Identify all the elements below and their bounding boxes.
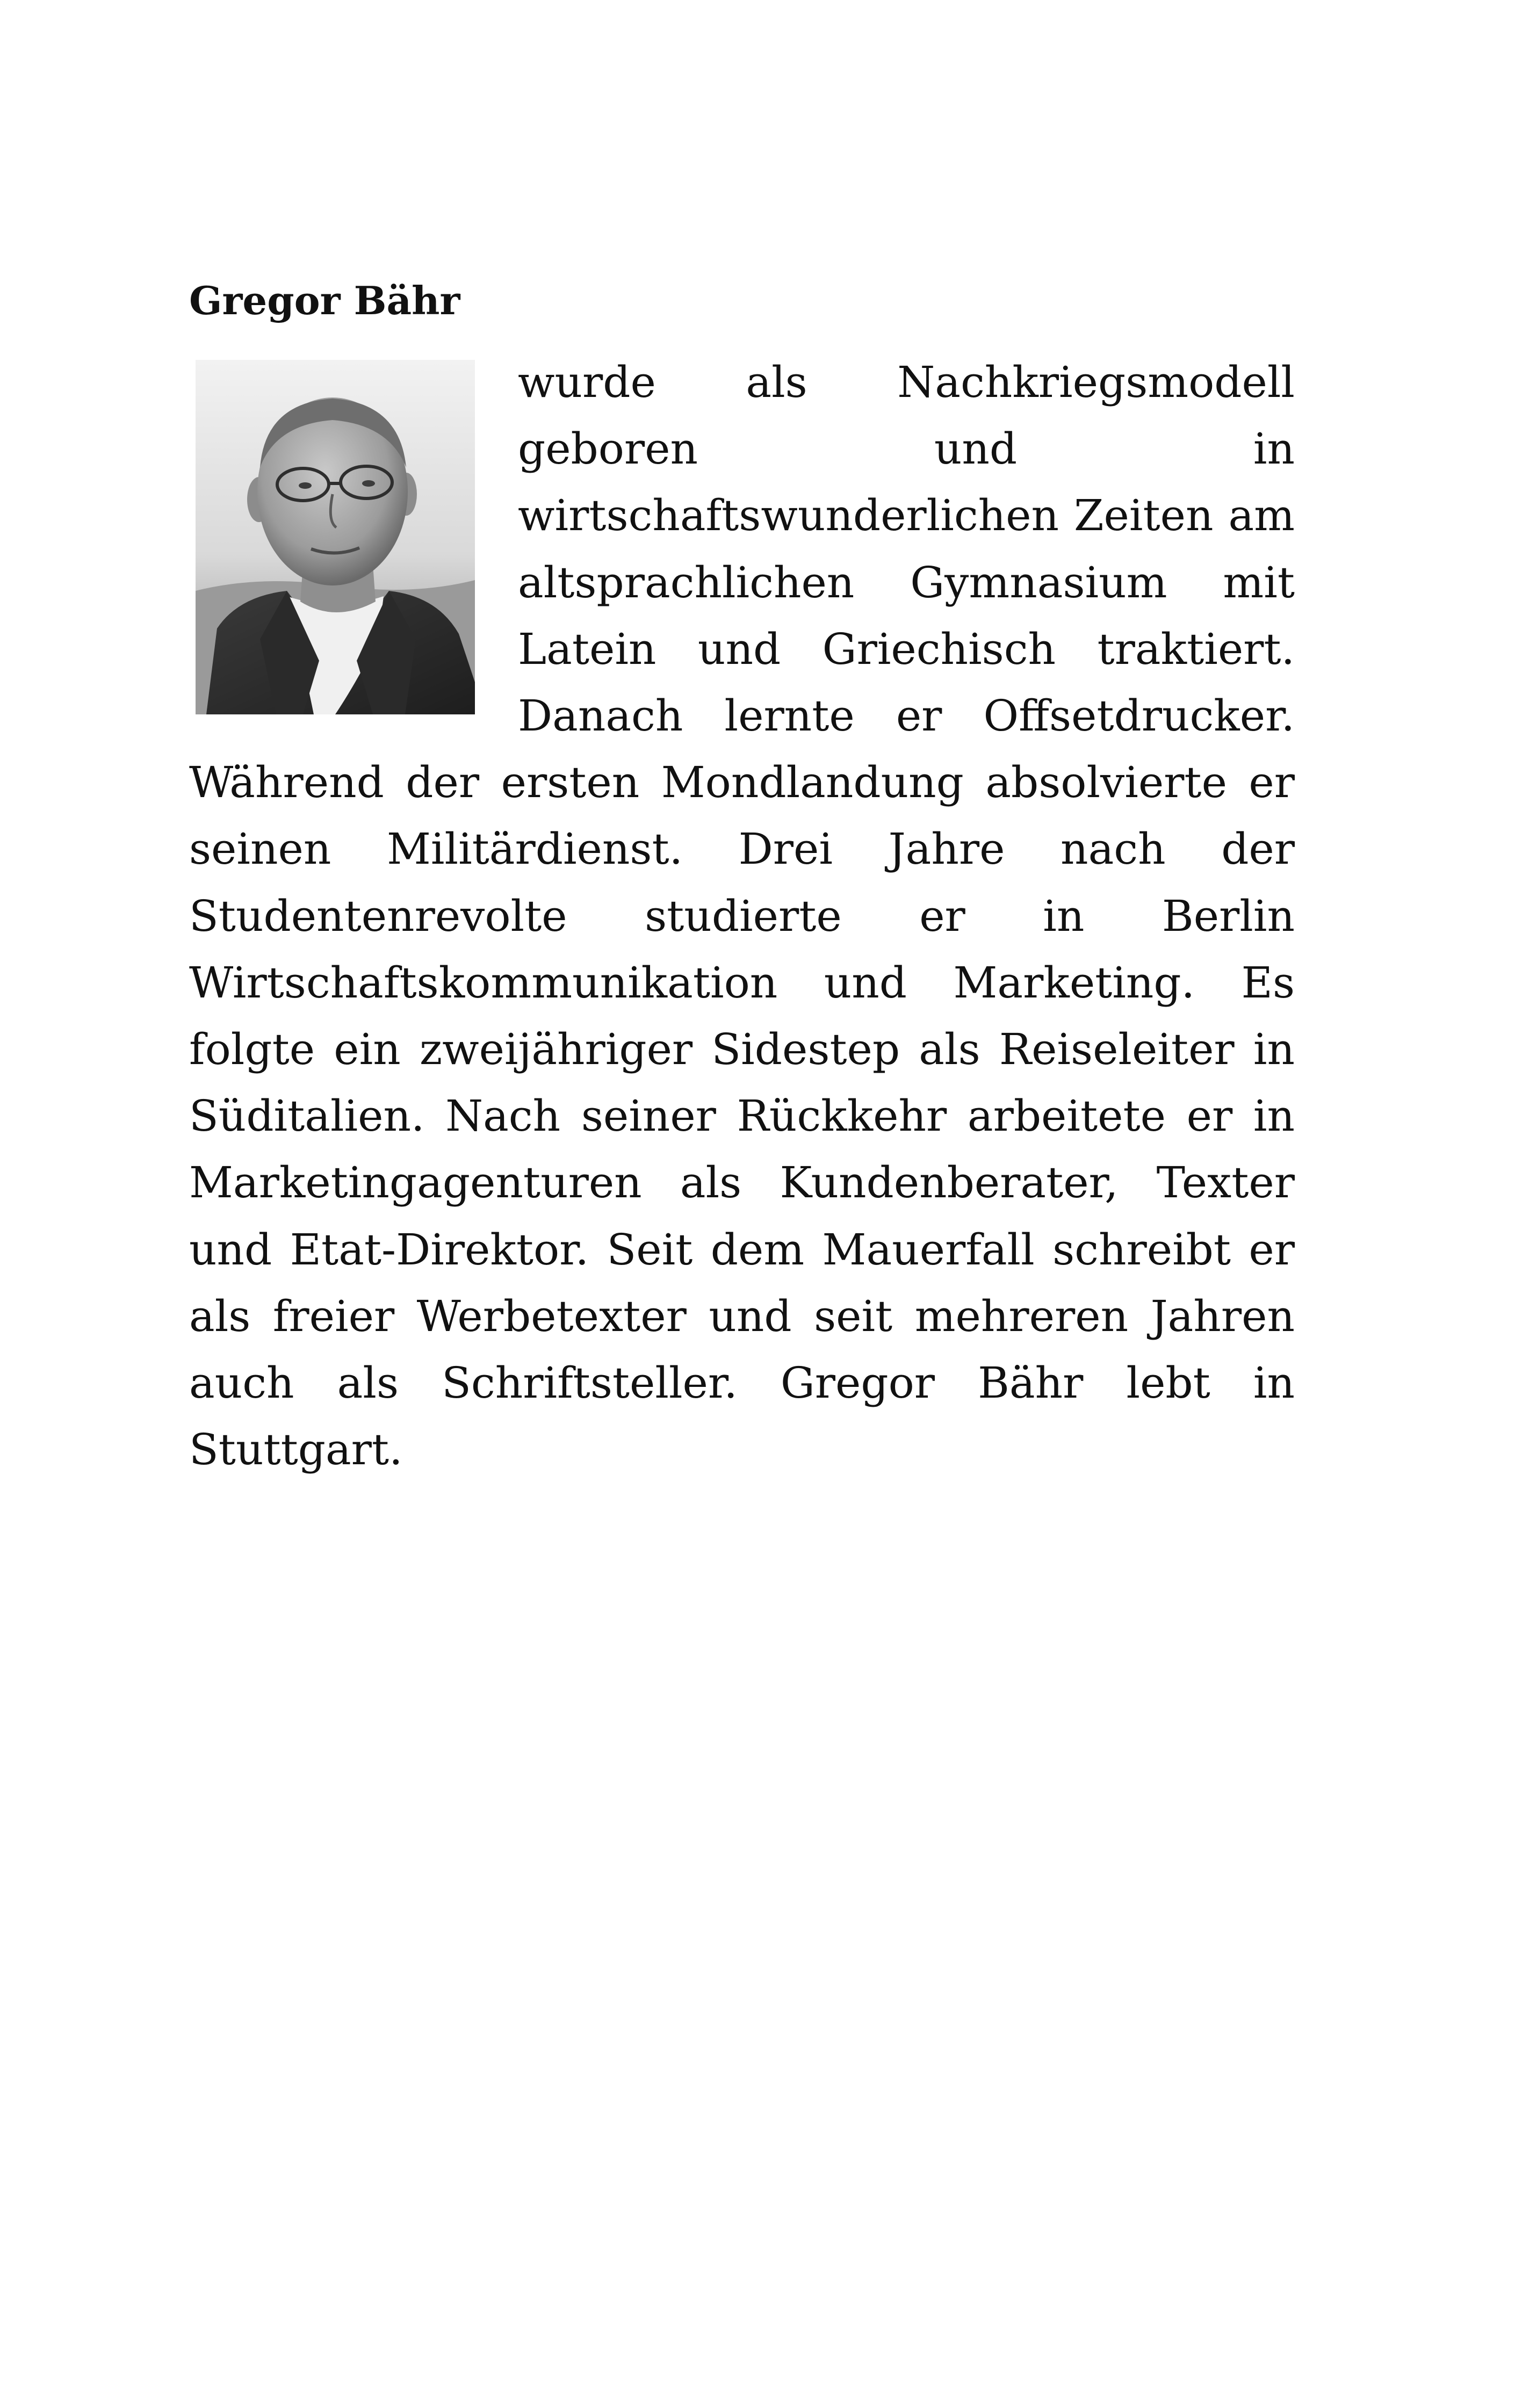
portrait-image (196, 360, 475, 714)
author-portrait-photo (196, 360, 475, 714)
author-bio-block (189, 349, 1295, 1483)
author-name-heading: Gregor Bähr (189, 278, 460, 323)
author-bio-page (189, 274, 1295, 1483)
author-biography-text: wurde als Nachkriegsmodell geboren und in wirtschaftswunderlichen Zeiten am altsprachlichen Gymnasium mit Latein und Griechisch traktiert. Danach lernte er Offsetdrucker. Während der ersten Mondlandung absolvierte er seinen Militärdienst. Drei Jahre nach der Studentenrevolte studierte er in Berlin Wirtschaftskommunikation und Marketing. Es folgte ein zweijähriger Sidestep als Reiseleiter in Süditalien. Nach seiner Rückkehr arbeitete er in Marketingagenturen als Kundenberater, Texter und Etat-Direktor. Seit dem Mauerfall schreibt er als freier Werbetexter und seit mehreren Jahren auch als Schriftsteller. Gregor Bähr lebt in Stuttgart. (189, 357, 1295, 1475)
